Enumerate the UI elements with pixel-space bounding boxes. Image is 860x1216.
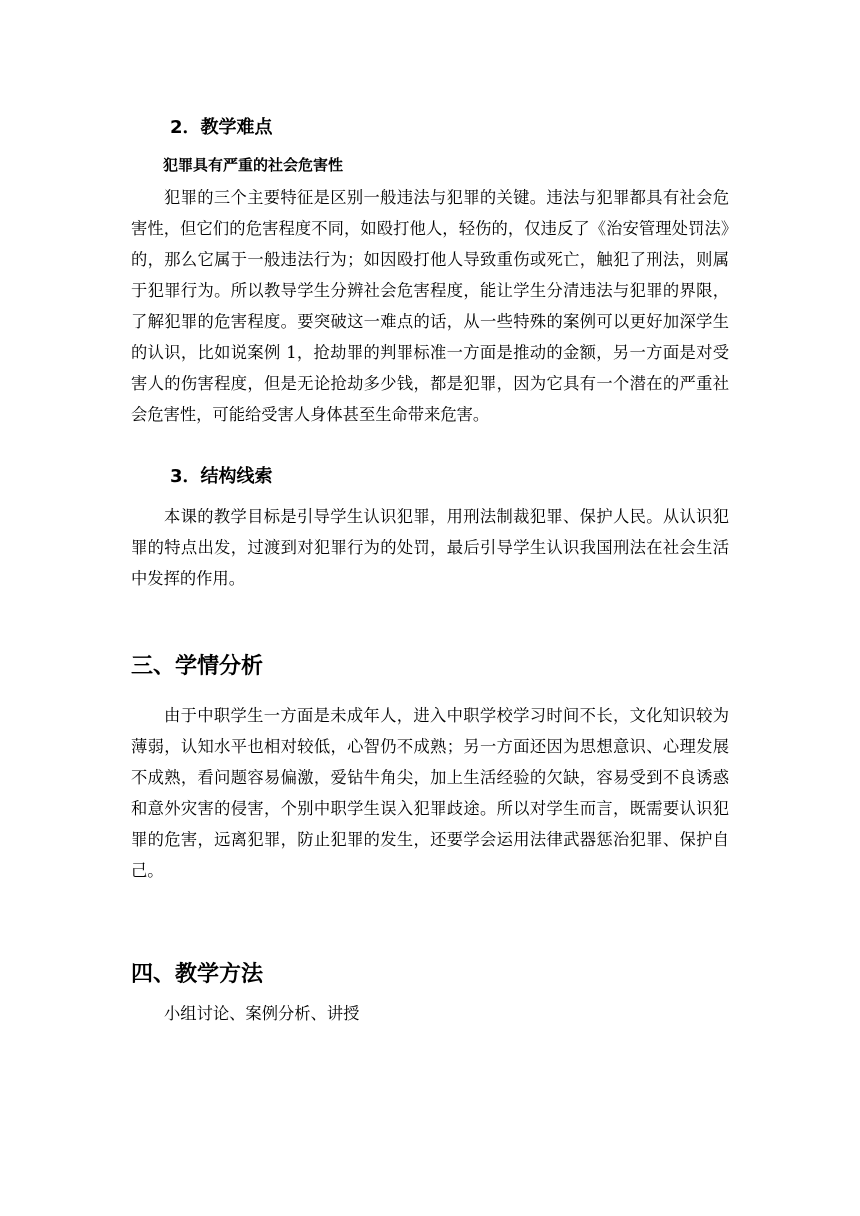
structure-clue-heading: 3．结构线索	[170, 466, 273, 487]
teaching-methods-content: 小组讨论、案例分析、讲授	[164, 1004, 360, 1023]
teaching-methods-heading: 四、教学方法	[131, 962, 264, 987]
teaching-difficulty-heading: 2．教学难点	[170, 117, 273, 138]
student-analysis-heading: 三、学情分析	[131, 654, 264, 679]
structure-paragraph: 本课的教学目标是引导学生认识犯罪，用刑法制裁犯罪、保护人民。从认识犯罪的特点出发，过渡到对犯罪行为的处罚，最后引导学生认识我国刑法在社会生活中发挥的作用。	[131, 507, 729, 588]
difficulty-paragraph: 犯罪的三个主要特征是区别一般违法与犯罪的关键。违法与犯罪都具有社会危害性，但它们的危害程度不同，如殴打他人，轻伤的，仅违反了《治安管理处罚法》的，那么它属于一般违法行为；如因殴打他人导致重伤或死亡，触犯了刑法，则属于犯罪行为。所以教导学生分辨社会危害程度，能让学生分清违法与犯罪的界限，了解犯罪的危害程度。要突破这一难点的话，从一些特殊的案例可以更好加深学生的认识，比如说案例 1，抢劫罪的判罪标准一方面是推动的金额，另一方面是对受害人的伤害程度，但是无论抢劫多少钱，都是犯罪，因为它具有一个潜在的严重社会危害性，可能给受害人身体甚至生命带来危害。	[131, 188, 729, 424]
student-analysis-paragraph: 由于中职学生一方面是未成年人，进入中职学校学习时间不长，文化知识较为薄弱，认知水平也相对较低，心智仍不成熟；另一方面还因为思想意识、心理发展不成熟，看问题容易偏激，爱钻牛角尖，加上生活经验的欠缺，容易受到不良诱惑和意外灾害的侵害，个别中职学生误入犯罪歧途。所以对学生而言，既需要认识犯罪的危害，远离犯罪，防止犯罪的发生，还要学会运用法律武器惩治犯罪、保护自己。	[131, 706, 729, 880]
difficulty-key-point-label: 犯罪具有严重的社会危害性	[163, 156, 344, 174]
